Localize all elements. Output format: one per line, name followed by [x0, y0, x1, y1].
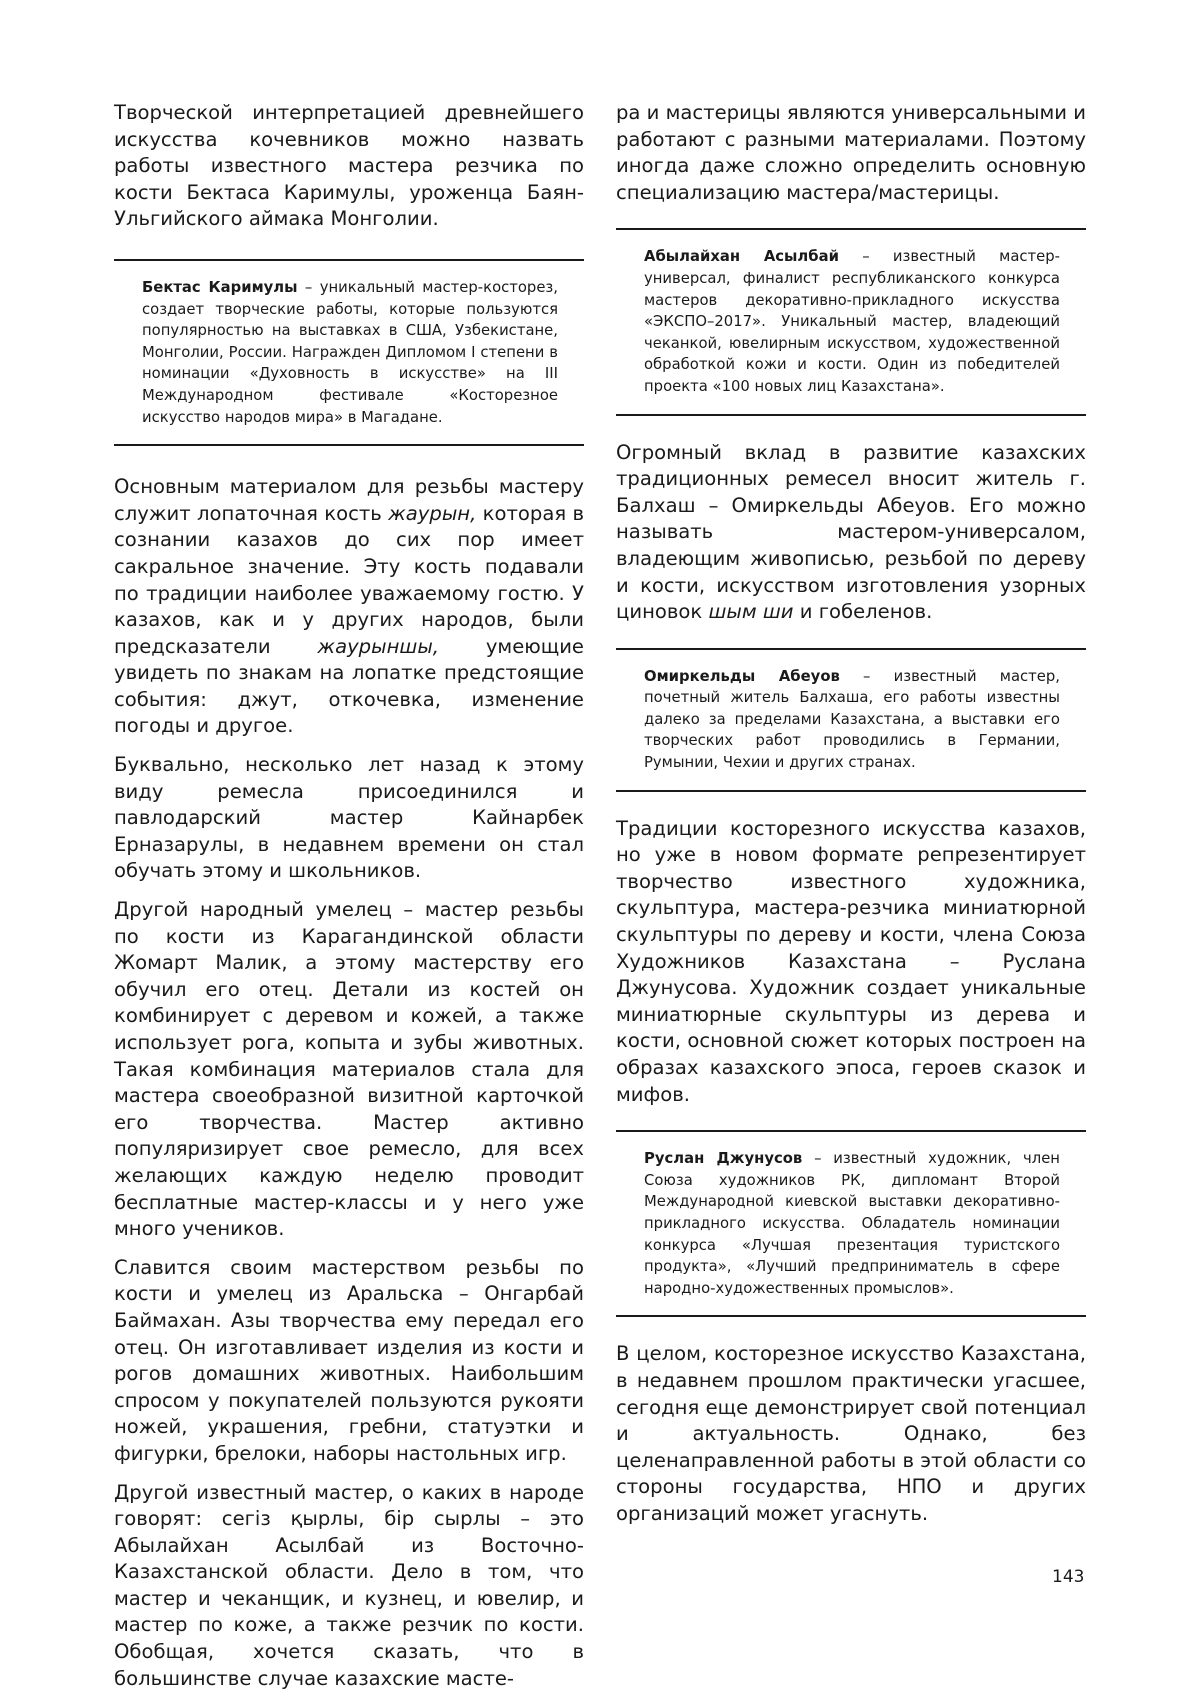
term-italic: шым ши — [708, 600, 794, 624]
paragraph: Основным материалом для резьбы мастеру служит лопаточная кость жаурын, которая в сознании казахов до сих пор имеет сакральное значение. Эту кость подавали по традиции наиболее уважаемому гостю. У казахов, как и у других народов, были предсказатели жаурыншы, умеющие увидеть по знакам на лопатке предстоящие события: джут, откочевка, изменение погоды и другое. — [114, 475, 584, 738]
bio-name: Руслан Джунусов — [644, 1150, 803, 1168]
bio-box-bektas — [114, 259, 584, 446]
bio-text: – известный мастер, почетный житель Балхаша, его работы известны далеко за пределами Казахстана, а выставки его творческих работ проводились в Германии, Румынии, Чехии и других странах. — [644, 667, 1060, 772]
paragraph: Огромный вклад в развитие казахских традиционных ремесел вносит житель г. Балхаш – Омиркельды Абеуов. Его можно называть мастером-универсалом, владеющим живописью, резьбой по дереву и кости, искусством изготовления узорных циновок шым ши и гобеленов. — [616, 440, 1086, 624]
left-column — [114, 100, 584, 1704]
paragraph: Славится своим мастерством резьбы по кости и умелец из Аральска – Онгарбай Баймахан. Азы творчества ему передал его отец. Он изготавливает изделия из кости и рогов домашних животных. Наибольшим спросом у покупателей пользуются рукояти ножей, украшения, гребни, статуэтки и фигурки, брелоки, наборы настольных игр. — [114, 1255, 584, 1465]
bio-name: Бектас Каримулы — [142, 278, 298, 296]
paragraph: Другой известный мастер, о каких в народе говорят: сегіз қырлы, бір сырлы – это Абылайхан Асылбай из Восточно-Казахстанской области. Дело в том, что мастер и чеканщик, и кузнец, и ювелир, и мастер по коже, а также резчик по кости. Обобщая, хочется сказать, что в большинстве случае казахские масте- — [114, 1480, 584, 1690]
bio-text: – известный художник, член Союза художников РК, дипломант Второй Международной киевской выставки декоративно-прикладного искусства. Обладатель номинации конкурса «Лучшая презентация туристского продукта», «Лучший предприниматель в сфере народно-художественных промыслов». — [644, 1150, 1060, 1297]
term-italic: жаурыншы, — [317, 634, 440, 658]
term-italic: жаурын, — [388, 501, 477, 525]
bio-name: Абылайхан Асылбай — [644, 248, 839, 266]
paragraph: Традиции косторезного искусства казахов, но уже в новом формате репрезентирует творчество известного художника, скульптура, мастера-резчика миниатюрной скульптуры по дереву и кости, члена Союза Художников Казахстана – Руслана Джунусова. Художник создает уникальные миниатюрные скульптуры из дерева и кости, основной сюжет которых построен на образах казахского эпоса, героев сказок и мифов. — [616, 816, 1086, 1106]
paragraph: Буквально, несколько лет назад к этому виду ремесла присоединился и павлодарский мастер Кайнарбек Ерназарулы, в недавнем времени он стал обучать этому и школьников. — [114, 753, 584, 883]
bio-text: – известный мастер-универсал, финалист республиканского конкурса мастеров декоративно-прикладного искусства «ЭКСПО–2017». Уникальный мастер, владеющий чеканкой, ювелирным искусством, художественной обработкой кожи и кости. Один из победителей проекта «100 новых лиц Казахстана». — [644, 248, 1060, 395]
bio-box-ruslan — [616, 1130, 1086, 1317]
page-number: 143 — [1052, 1567, 1085, 1587]
paragraph: Другой народный умелец – мастер резьбы по кости из Карагандинской области Жомарт Малик, а этому мастерству его обучил его отец. Детали из костей он комбинирует с деревом и кожей, а также использует рога, копыта и зубы животных. Такая комбинация материалов стала для мастера своеобразной визитной карточкой его творчества. Мастер активно популяризирует свое ремесло, для всех желающих каждую неделю проводит бесплатные мастер-классы и у него уже много учеников. — [114, 898, 584, 1241]
bio-name: Омиркельды Абеуов — [644, 667, 840, 685]
right-column — [616, 100, 1086, 1540]
bio-box-abylaikhan — [616, 228, 1086, 415]
paragraph: Творческой интерпретацией древнейшего искусства кочевников можно назвать работы известного мастера резчика по кости Бектаса Каримулы, уроженца Баян-Ульгийского аймака Монголии. — [114, 101, 584, 231]
paragraph: ра и мастерицы являются универсальными и работают с разными материалами. Поэтому иногда даже сложно определить основную специализацию мастера/мастерицы. — [616, 101, 1087, 204]
bio-text: – уникальный мастер-косторез, создает творческие работы, которые пользуются популярностью на выставках в США, Узбекистане, Монголии, России. Награжден Дипломом I степени в номинации «Духовность в искусстве» на III Международном фестивале «Косторезное искусство народов мира» в Магадане. — [142, 278, 558, 426]
paragraph: В целом, косторезное искусство Казахстана, в недавнем прошлом практически угасшее, сегодня еще демонстрирует свой потенциал и актуальность. Однако, без целенаправленной работы в этой области со стороны государства, НПО и других организаций может угаснуть. — [616, 1342, 1086, 1525]
bio-box-omirkeldy — [616, 648, 1086, 792]
